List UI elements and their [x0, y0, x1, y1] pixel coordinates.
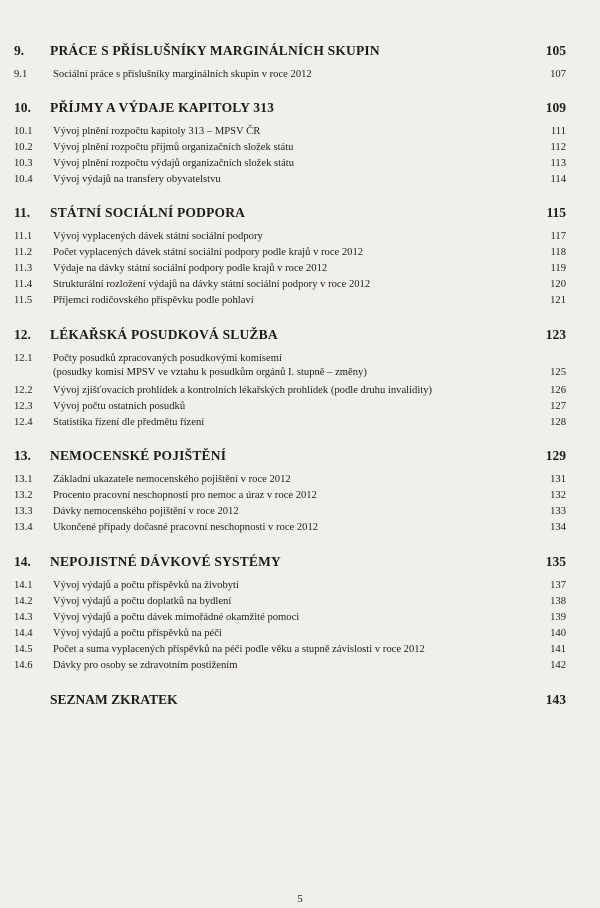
entry-number: 11.1	[14, 231, 33, 242]
entry-page: 139	[550, 612, 566, 623]
entry-page: 140	[550, 628, 566, 639]
entry-number: 12.4	[14, 417, 33, 428]
entry-number: 12.2	[14, 385, 33, 396]
entry-number: 11.5	[14, 295, 33, 306]
entry-title: Vývoj plnění rozpočtu příjmů organizačních složek státu	[53, 142, 294, 153]
entry-title: Výdaje na dávky státní sociální podpory podle krajů v roce 2012	[53, 263, 328, 274]
entry-page: 128	[550, 417, 566, 428]
entry-title: Počet a suma vyplacených příspěvků na péči podle věku a stupně závislosti v roce 2012	[53, 644, 425, 655]
toc-entry	[0, 595, 600, 609]
entry-number: 11.4	[14, 279, 33, 290]
entry-page: 131	[550, 474, 566, 485]
entry-number: 10.2	[14, 142, 33, 153]
section-number: 13.	[14, 448, 31, 463]
entry-number: 14.5	[14, 644, 33, 655]
entry-number: 14.1	[14, 580, 33, 591]
entry-number: 10.4	[14, 174, 33, 185]
section-heading	[0, 205, 600, 225]
entry-title: Statistika řízení dle předmětu řízení	[53, 417, 205, 428]
entry-page: 142	[550, 660, 566, 671]
entry-title: Vývoj výdajů a počtu příspěvků na živobytí	[53, 580, 239, 591]
toc-entry	[0, 505, 600, 519]
toc-entry	[0, 416, 600, 430]
entry-page: 113	[550, 158, 566, 169]
toc-entry	[0, 262, 600, 276]
section-page: 115	[546, 205, 566, 220]
entry-title-line: Počty posudků zpracovaných posudkovými komisemi	[53, 353, 282, 364]
entry-title: Vývoj zjišťovacích prohlídek a kontrolních lékařských prohlídek (podle druhu invalidity)	[53, 385, 433, 396]
entry-title: Vývoj výdajů a počtu příspěvků na péči	[53, 628, 222, 639]
section-number: 11.	[14, 205, 31, 220]
section-page: 105	[545, 43, 566, 58]
entry-page: 137	[550, 580, 566, 591]
entry-number: 10.3	[14, 158, 33, 169]
toc-entry	[0, 611, 600, 625]
entry-number: 13.3	[14, 506, 33, 517]
toc-entry	[0, 278, 600, 292]
entry-title: Vývoj počtu ostatních posudků	[53, 401, 186, 412]
section-page: 123	[545, 327, 566, 342]
entry-number: 14.6	[14, 660, 33, 671]
entry-page: 133	[550, 506, 566, 517]
toc-entry	[0, 384, 600, 398]
entry-title: Vývoj výdajů na transfery obyvatelstvu	[53, 174, 221, 185]
section-title: PRÁCE S PŘÍSLUŠNÍKY MARGINÁLNÍCH SKUPIN	[50, 43, 380, 58]
entry-page: 126	[550, 385, 566, 396]
entry-number: 12.1	[14, 353, 33, 364]
toc-entry	[0, 230, 600, 244]
section-number: 12.	[14, 327, 31, 342]
section-number: 9.	[14, 43, 25, 58]
entry-title: Procento pracovní neschopnosti pro nemoc a úraz v roce 2012	[53, 490, 317, 501]
entry-number: 13.2	[14, 490, 33, 501]
entry-number: 14.2	[14, 596, 33, 607]
toc-entry	[0, 579, 600, 593]
entry-page: 121	[550, 295, 566, 306]
entry-title: Vývoj plnění rozpočtu výdajů organizačních složek státu	[53, 158, 295, 169]
section-title: PŘÍJMY A VÝDAJE KAPITOLY 313	[50, 100, 275, 115]
entry-page: 117	[550, 231, 566, 242]
section-title: NEMOCENSKÉ POJIŠTĚNÍ	[50, 448, 227, 463]
entry-page: 134	[550, 522, 566, 533]
toc-entry	[0, 294, 600, 308]
entry-number: 9.1	[14, 69, 28, 80]
entry-title-line: (posudky komisí MPSV ve vztahu k posudkům orgánů I. stupně – změny)	[53, 366, 367, 378]
entry-title: Dávky pro osoby se zdravotním postižením	[53, 660, 238, 671]
toc-entry	[0, 489, 600, 503]
toc-entry	[0, 157, 600, 171]
entry-number: 14.3	[14, 612, 33, 623]
abbreviations-page: 143	[545, 692, 566, 707]
entry-page: 127	[550, 401, 566, 412]
section-title: STÁTNÍ SOCIÁLNÍ PODPORA	[50, 205, 246, 220]
entry-number: 12.3	[14, 401, 33, 412]
section-page: 135	[545, 554, 566, 569]
section-heading	[0, 554, 600, 574]
entry-title: Vývoj vyplacených dávek státní sociální podpory	[53, 231, 263, 242]
entry-title: Vývoj plnění rozpočtu kapitoly 313 – MPSV ČR	[53, 126, 261, 137]
section-page: 129	[545, 448, 566, 463]
page-number: 5	[297, 893, 303, 905]
section-number: 14.	[14, 554, 31, 569]
entry-page: 107	[550, 69, 566, 80]
toc-entry	[0, 643, 600, 657]
toc-entry	[0, 246, 600, 260]
toc-entry	[0, 141, 600, 155]
entry-title: Vývoj výdajů a počtu doplatků na bydlení	[53, 596, 232, 607]
entry-number: 13.4	[14, 522, 33, 533]
entry-page: 120	[550, 279, 566, 290]
entry-page: 112	[550, 142, 566, 153]
section-heading	[0, 448, 600, 468]
entry-title	[53, 352, 513, 379]
entry-page: 118	[550, 247, 566, 258]
entry-number: 14.4	[14, 628, 33, 639]
section-heading	[0, 327, 600, 347]
toc-entry	[0, 400, 600, 414]
section-heading	[0, 100, 600, 120]
toc-entry	[0, 521, 600, 535]
toc-entry	[0, 473, 600, 487]
entry-title: Příjemci rodičovského příspěvku podle pohlaví	[53, 295, 254, 306]
entry-page: 111	[550, 126, 566, 137]
entry-number: 10.1	[14, 126, 33, 137]
entry-page: 114	[550, 174, 566, 185]
entry-page: 125	[550, 366, 566, 378]
section-title: LÉKAŘSKÁ POSUDKOVÁ SLUŽBA	[50, 327, 278, 342]
entry-page: 141	[550, 644, 566, 655]
toc-entry	[0, 659, 600, 673]
entry-title: Počet vyplacených dávek státní sociální podpory podle krajů v roce 2012	[53, 247, 364, 258]
entry-title: Ukončené případy dočasné pracovní neschopnosti v roce 2012	[53, 522, 319, 533]
entry-title: Strukturální rozložení výdajů na dávky státní sociální podpory v roce 2012	[53, 279, 371, 290]
toc-entry	[0, 125, 600, 139]
entry-page: 138	[550, 596, 566, 607]
section-heading	[0, 43, 600, 63]
section-number: 10.	[14, 100, 31, 115]
entry-number: 11.3	[14, 263, 33, 274]
toc-entry	[0, 352, 600, 380]
section-page: 109	[545, 100, 566, 115]
entry-title: Základní ukazatele nemocenského pojištění v roce 2012	[53, 474, 291, 485]
entry-page: 132	[550, 490, 566, 501]
abbreviations-title: SEZNAM ZKRATEK	[50, 692, 178, 707]
entry-title: Dávky nemocenského pojištění v roce 2012	[53, 506, 239, 517]
section-title: NEPOJISTNÉ DÁVKOVÉ SYSTÉMY	[50, 554, 281, 569]
entry-title: Vývoj výdajů a počtu dávek mimořádné okamžité pomoci	[53, 612, 300, 623]
entry-title: Sociální práce s příslušníky marginálních skupin v roce 2012	[53, 69, 312, 80]
entry-number: 11.2	[14, 247, 33, 258]
entry-page: 119	[550, 263, 566, 274]
toc-entry	[0, 68, 600, 82]
entry-number: 13.1	[14, 474, 33, 485]
toc-entry	[0, 627, 600, 641]
toc-entry	[0, 173, 600, 187]
